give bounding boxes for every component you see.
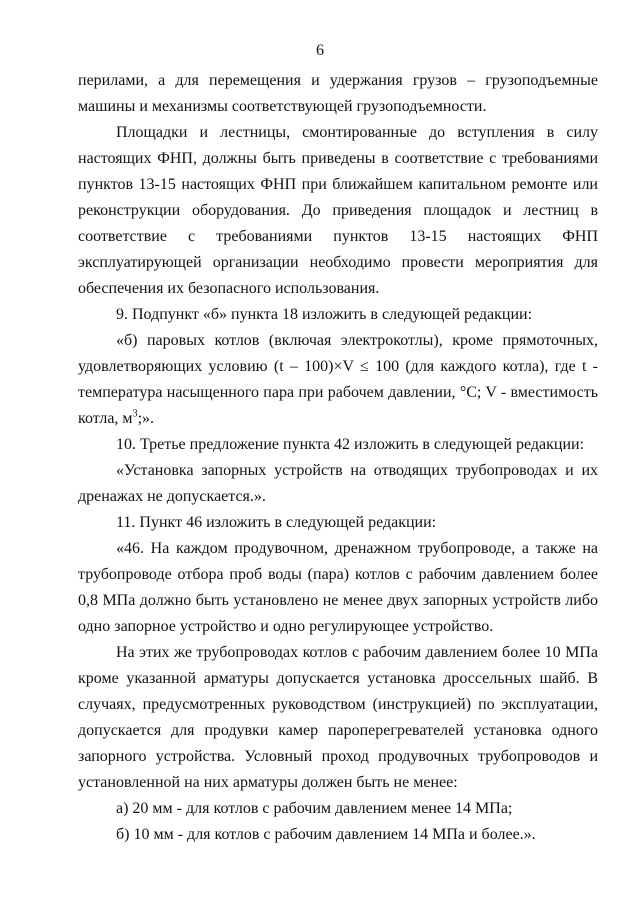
paragraph-item-9-text xyxy=(78,328,598,432)
page-number: 6 xyxy=(316,42,324,59)
cubic-superscript: 3 xyxy=(132,408,138,420)
paragraph-list-item-a: а) 20 мм - для котлов с рабочим давлением менее 14 МПа; xyxy=(116,800,513,817)
paragraph-platforms-and-stairs: Площадки и лестницы, смонтированные до вступления в силу настоящих ФНП, должны быть приведены в соответствие с требованиями пунктов 13-15 настоящих ФНП при ближайшем капитальном ремонте или реконструкции оборудования. До приведения площадок и лестниц в соответствие с требованиями пунктов 13-15 настоящих ФНП эксплуатирующей организации необходимо провести мероприятия для обеспечения их безопасного использования. xyxy=(78,124,598,297)
document-body xyxy=(78,68,598,848)
item-9-text-tail: ;». xyxy=(137,410,155,427)
paragraph-item-11-heading: 11. Пункт 46 изложить в следующей редакции: xyxy=(116,514,437,531)
paragraph-item-46-text: «46. На каждом продувочном, дренажном трубопроводе, а также на трубопроводе отбора проб воды (пара) котлов с рабочим давлением более 0,8 МПа должно быть установлено не менее двух запорных устройств либо одно запорное устройство и одно регулирующее устройство. xyxy=(78,540,598,635)
paragraph-list-item-b: б) 10 мм - для котлов с рабочим давлением 14 МПа и более.». xyxy=(116,826,536,843)
paragraph-item-10-text: «Установка запорных устройств на отводящих трубопроводах и их дренажах не допускается.». xyxy=(78,462,598,505)
paragraph-railings-continuation: перилами, а для перемещения и удержания грузов – грузоподъемные машины и механизмы соответствующей грузоподъемности. xyxy=(78,72,598,115)
paragraph-throttle-washers: На этих же трубопроводах котлов с рабочим давлением более 10 МПа кроме указанной арматуры допускается установка дроссельных шайб. В случаях, предусмотренных руководством (инструкцией) по эксплуатации, допускается для продувки камер пароперегревателей установка одного запорного устройства. Условный проход продувочных трубопроводов и установленной на них арматуры должен быть не менее: xyxy=(78,644,598,791)
paragraph-item-10-heading: 10. Третье предложение пункта 42 изложить в следующей редакции: xyxy=(116,436,585,453)
paragraph-item-9-heading: 9. Подпункт «б» пункта 18 изложить в следующей редакции: xyxy=(116,306,533,323)
item-9-text-main: «б) паровых котлов (включая электрокотлы), кроме прямоточных, удовлетворяющих условию (t – 100)×V ≤ 100 (для каждого котла), где t - температура насыщенного пара при рабочем давлении, °C; V - вместимость котла, м xyxy=(78,332,598,427)
